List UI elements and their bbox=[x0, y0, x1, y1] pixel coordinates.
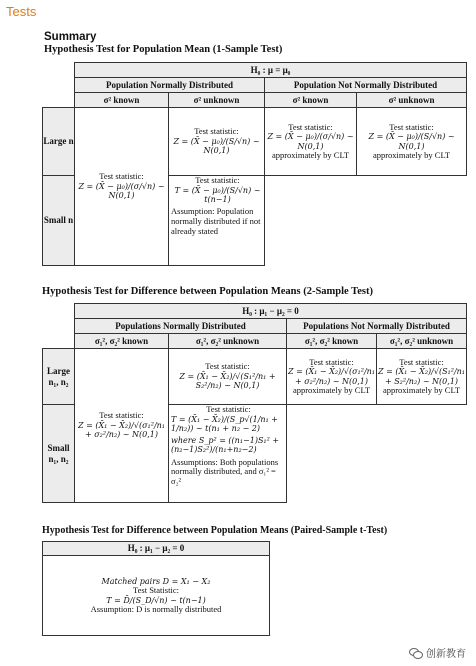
z-s-formula: Z = (X̄₁ − X̄₂)/√(S₁²/n₁ + S₂²/n₂) ~ N(0,1) bbox=[179, 372, 276, 391]
z-s-formula-nn: Z = (X̄ − μ₀)/(S/√n) ~ N(0,1) bbox=[368, 132, 455, 151]
approx-clt-note: approximately by CLT bbox=[292, 384, 371, 395]
group-normal-header: Population Normally Distributed bbox=[75, 78, 265, 93]
test-statistic-label: Test statistic: bbox=[389, 121, 434, 132]
z-unknown-large-cell bbox=[169, 108, 265, 176]
row-small-label: Small n₁, n₂ bbox=[43, 405, 75, 503]
test-statistic-label: Test statistic: bbox=[99, 410, 144, 421]
col-known-header: σ₁², σ₂² known bbox=[75, 334, 169, 349]
z-known-formula-nn: Z = (X̄₁ − X̄₂)/√(σ₁²/n₁ + σ₂²/n₂) ~ N(0,1) bbox=[287, 367, 376, 386]
z-unknown-large-cell bbox=[169, 349, 287, 405]
col-known-header-2: σ₁², σ₂² known bbox=[287, 334, 377, 349]
group-notnormal-header: Populations Not Normally Distributed bbox=[287, 319, 467, 334]
assumption-note: Assumption: D is normally distributed bbox=[90, 603, 222, 614]
section-heading-paired: Hypothesis Test for Difference between Population Means (Paired-Sample t-Test) bbox=[42, 525, 388, 536]
t-small-cell bbox=[169, 405, 287, 503]
matched-pairs-text: Matched pairs D = X₁ − X₂ bbox=[101, 576, 211, 586]
t-small-cell bbox=[169, 176, 265, 266]
watermark-text: 创新教育 bbox=[426, 649, 466, 660]
z-known-formula: Z = (X̄₁ − X̄₂)/√(σ₁²/n₁ + σ₂²/n₂) ~ N(0,1) bbox=[77, 421, 166, 440]
col-known-header: σ² known bbox=[75, 93, 169, 108]
group-normal-header: Populations Normally Distributed bbox=[75, 319, 287, 334]
row-small-label: Small n bbox=[43, 176, 75, 266]
col-known-header-2: σ² known bbox=[265, 93, 357, 108]
test-statistic-label: Test statistic: bbox=[206, 404, 251, 414]
test-statistic-label: Test statistic: bbox=[399, 356, 444, 367]
z-known-large-nn-cell bbox=[265, 108, 357, 176]
approx-clt-note: approximately by CLT bbox=[372, 149, 451, 160]
t-formula: T = (X̄₁ − X̄₂)/(S_p√(1/n₁ + 1/n₂)) ~ t(n₁ + n₂ − 2) bbox=[171, 414, 278, 433]
h0-cell: H₀ : μ₁ − μ₂ = 0 bbox=[75, 304, 467, 319]
approx-clt-note: approximately by CLT bbox=[382, 384, 461, 395]
z-s-formula-nn: Z = (X̄₁ − X̄₂)/√(S₁²/n₁ + S₂²/n₂) ~ N(0,1) bbox=[377, 367, 466, 386]
z-unknown-large-nn-cell bbox=[377, 349, 467, 405]
approx-clt-note: approximately by CLT bbox=[271, 149, 350, 160]
test-statistic-label: Test statistic: bbox=[194, 126, 239, 137]
assumption-note: Assumption: Population normally distributed if not already stated bbox=[171, 206, 261, 236]
z-known-large-nn-cell bbox=[287, 349, 377, 405]
z-known-cell bbox=[75, 108, 169, 266]
row-large-label: Large n₁, n₂ bbox=[43, 349, 75, 405]
col-unknown-header: σ² unknown bbox=[169, 93, 265, 108]
row-large-label: Large n bbox=[43, 108, 75, 176]
col-unknown-header-2: σ² unknown bbox=[357, 93, 467, 108]
test-statistic-label: Test statistic: bbox=[288, 121, 333, 132]
assumptions-note: Assumptions: Both populations normally distributed, and σ₁² = σ₂² bbox=[171, 456, 279, 487]
h0-cell: H₀ : μ = μ₀ bbox=[75, 63, 467, 78]
col-unknown-header: σ₁², σ₂² unknown bbox=[169, 334, 287, 349]
col-unknown-header-2: σ₁², σ₂² unknown bbox=[377, 334, 467, 349]
table-paired bbox=[42, 541, 270, 636]
group-notnormal-header: Population Not Normally Distributed bbox=[265, 78, 467, 93]
h0-cell: H₀ : μ₁ − μ₂ = 0 bbox=[43, 542, 270, 556]
test-statistic-label: Test statistic: bbox=[99, 171, 144, 182]
brand-label: Tests bbox=[6, 4, 37, 19]
pooled-variance-formula: where S_p² = ((n₁−1)S₁² + (n₂−1)S₂²)/(n₁+n₂−2) bbox=[171, 436, 280, 455]
summary-heading: Summary bbox=[44, 31, 97, 43]
wechat-icon bbox=[409, 648, 422, 658]
test-statistic-label: Test statistic: bbox=[195, 175, 240, 185]
paired-t-formula: T = D̄/(S_D/√n) ~ t(n−1) bbox=[106, 595, 206, 605]
table-2-sample bbox=[42, 303, 467, 503]
test-statistic-label: Test statistic: bbox=[309, 356, 354, 367]
z-known-formula: Z = (X̄ − μ₀)/(σ/√n) ~ N(0,1) bbox=[78, 182, 165, 201]
t-formula: T = (X̄ − μ₀)/(S/√n) ~ t(n−1) bbox=[174, 185, 261, 204]
z-s-formula: Z = (X̄ − μ₀)/(S/√n) ~ N(0,1) bbox=[173, 137, 260, 156]
z-known-cell bbox=[75, 349, 169, 503]
z-known-formula-nn: Z = (X̄ − μ₀)/(σ/√n) ~ N(0,1) bbox=[267, 132, 354, 151]
table-1-sample bbox=[42, 62, 467, 266]
z-unknown-large-nn-cell bbox=[357, 108, 467, 176]
section-heading-2-sample: Hypothesis Test for Difference between Population Means (2-Sample Test) bbox=[42, 286, 373, 297]
section-heading-1-sample: Hypothesis Test for Population Mean (1-Sample Test) bbox=[44, 44, 283, 55]
test-statistic-label: Test statistic: bbox=[205, 361, 250, 372]
test-statistic-label: Test Statistic: bbox=[133, 584, 179, 595]
watermark bbox=[409, 645, 466, 660]
paired-body-cell bbox=[43, 556, 270, 636]
